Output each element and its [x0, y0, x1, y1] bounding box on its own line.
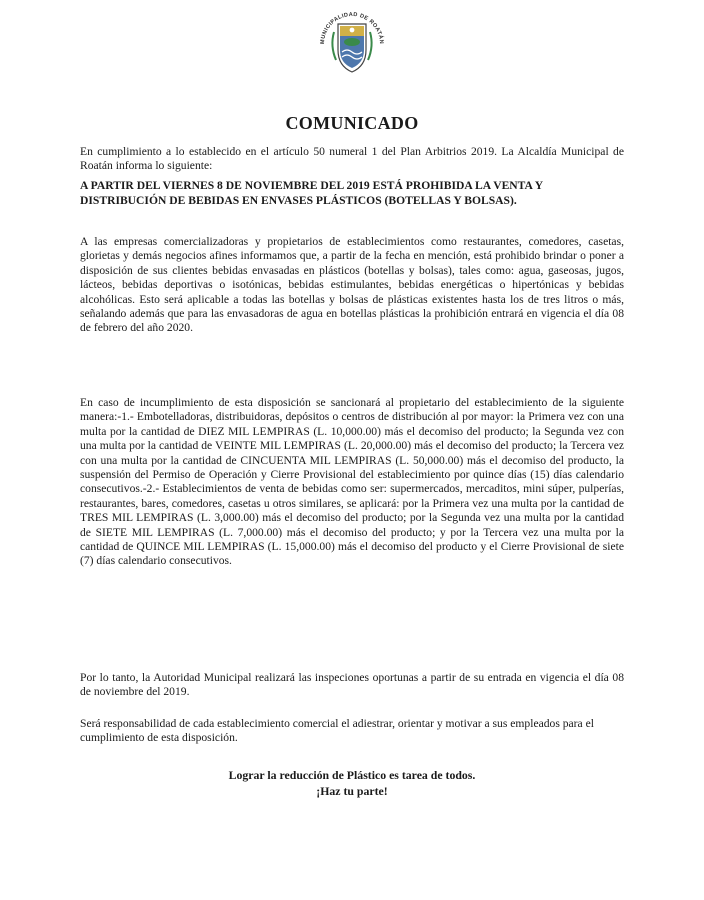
body-paragraph-affected-businesses: A las empresas comercializadoras y propietarios de establecimientos como restaurantes, comedores, casetas, glorietas y demás negocios afines informamos que, a partir de la fecha en mención, está prohibido brindar o poner a disposición de sus clientes bebidas envasadas en plásticos (botellas y bolsas), tales como: agua, gaseosas, jugos, lácteos, bebidas deportivas o isotónicas, bebidas estimulantes, bebidas energéticas o hipertónicas y bebidas alcohólicas. Esto será aplicable a todas las botellas y bolsas de plásticas existentes hasta los de tres litros o más, señalando además que para las envasadoras de agua en botellas plásticas la prohibición entrará en vigencia el día 08 de febrero del año 2020. — [80, 235, 624, 335]
closing-call-to-action: ¡Haz tu parte! — [316, 784, 388, 798]
intro-paragraph: En cumplimiento a lo establecido en el artículo 50 numeral 1 del Plan Arbitrios 2019. La Alcaldía Municipal de Roatán informa lo siguiente: — [80, 145, 624, 173]
body-paragraph-sanctions: En caso de incumplimiento de esta disposición se sancionará al propietario del establecimiento de la siguiente manera:-1.- Embotelladoras, distribuidoras, depósitos o centros de distribución al por mayor: la Primera vez con una multa por la cantidad de DIEZ MIL LEMPIRAS (L. 10,000.00) más el decomiso del producto; la Segunda vez con una multa por la cantidad de VEINTE MIL LEMPIRAS (L. 20,000.00) más el decomiso del producto; la Tercera vez con una multa por la cantidad de CINCUENTA MIL LEMPIRAS (L. 50,000.00) más el decomiso del producto, la suspensión del Permiso de Operación y Cierre Provisional del establecimiento por quince días (15) días calendario consecutivos.-2.- Establecimientos de venta de bebidas como ser: supermercados, mercaditos, mini súper, pulperías, restaurantes, bares, comedores, casetas u otros similares, se aplicará: por la Primera vez una multa por la cantidad de TRES MIL LEMPIRAS (L. 3,000.00) más el decomiso del producto; por la Segunda vez una multa por la cantidad de SIETE MIL LEMPIRAS (L. 7,000.00) más el decomiso del producto; y por la Tercera vez una multa por la cantidad de QUINCE MIL LEMPIRAS (L. 15,000.00) más el decomiso del producto y el Cierre Provisional de siete (7) días calendario consecutivos. — [80, 396, 624, 568]
page-title: COMUNICADO — [285, 113, 419, 133]
decree-headline: A PARTIR DEL VIERNES 8 DE NOVIEMBRE DEL 2019 ESTÁ PROHIBIDA LA VENTA Y DISTRIBUCIÓN DE BEBIDAS EN ENVASES PLÁSTICOS (BOTELLAS Y BOLSAS). — [80, 179, 543, 207]
closing-slogan: Lograr la reducción de Plástico es tarea de todos. — [228, 768, 476, 782]
body-paragraph-inspections: Por lo tanto, la Autoridad Municipal realizará las inspeciones oportunas a partir de su entrada en vigencia el día 08 de noviembre del 2019. — [80, 671, 624, 699]
body-paragraph-responsibility: Será responsabilidad de cada establecimiento comercial el adiestrar, orientar y motivar a sus empleados para el cumplimiento de esta disposición. — [80, 717, 594, 745]
svg-text:MUNICIPALIDAD DE ROATÁN: MUNICIPALIDAD DE ROATÁN — [319, 11, 385, 45]
municipal-seal-icon — [312, 6, 392, 76]
